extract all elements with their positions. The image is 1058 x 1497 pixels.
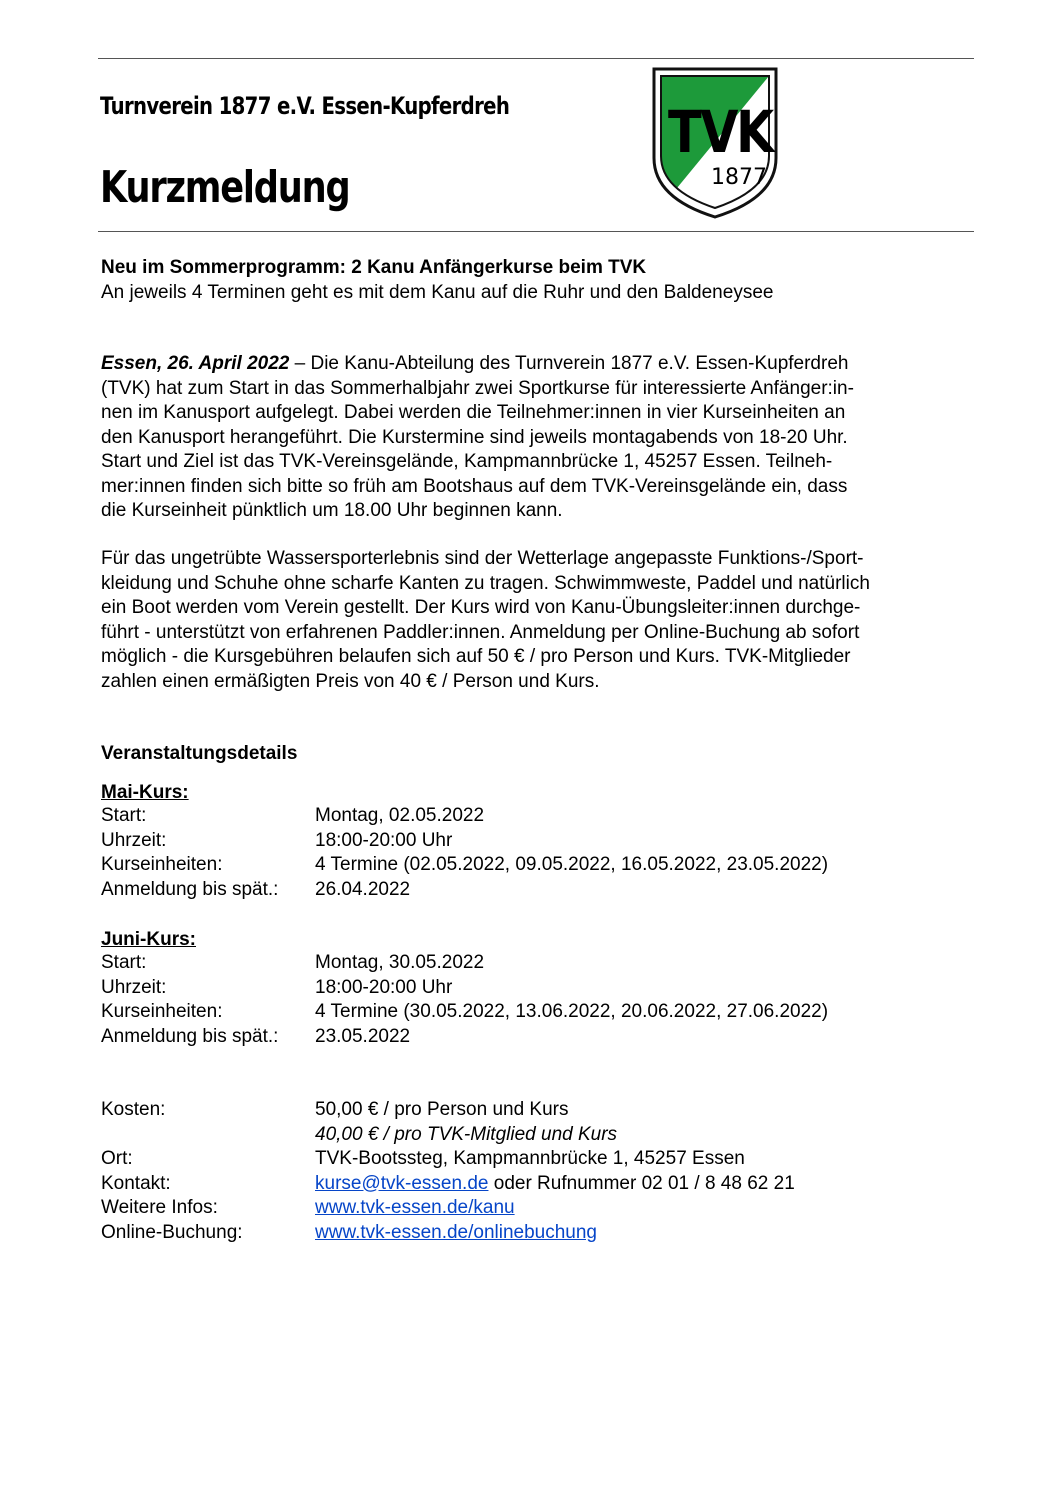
row-value: 4 Termine (02.05.2022, 09.05.2022, 16.05.2022, 23.05.2022) [315,854,829,875]
body-line: nen im Kanusport aufgelegt. Dabei werden die Teilnehmer:innen in vier Kurseinheiten an [101,402,846,423]
row-label: Online-Buchung: [101,1221,243,1243]
row-label: Kontakt: [101,1172,171,1194]
body-paragraph-2 [101,547,870,694]
tvk-crest-logo [651,66,779,220]
online-booking-link[interactable]: www.tvk-essen.de/onlinebuchung [315,1221,598,1243]
section-title-details: Veranstaltungsdetails [101,743,298,764]
crest-year: 1877 [711,165,767,190]
row-label: Start: [101,805,147,826]
more-info-link[interactable]: www.tvk-essen.de/kanu [315,1197,515,1218]
body-line-text: – Die Kanu-Abteilung des Turnverein 1877 e.V. Essen-Kupferdreh [289,353,849,374]
row-label: Kurseinheiten: [101,854,223,875]
row-value: 50,00 € / pro Person und Kurs [315,1099,569,1120]
row-value: TVK-Bootssteg, Kampmannbrücke 1, 45257 Essen [315,1148,745,1169]
body-line [101,352,854,377]
row-label: Uhrzeit: [101,829,167,851]
body-line: den Kanusport herangeführt. Die Kurstermine sind jeweils montagabends von 18-20 Uhr. [101,426,848,448]
row-value [315,1172,795,1197]
row-label: Anmeldung bis spät.: [101,1025,279,1047]
contact-email-link[interactable]: kurse@tvk-essen.de [315,1172,489,1194]
body-line: die Kurseinheit pünktlich um 18.00 Uhr beginnen kann. [101,500,563,521]
body-line: mer:innen finden sich bitte so früh am Bootshaus auf dem TVK-Vereinsgelände ein, dass [101,475,848,497]
row-value: 4 Termine (30.05.2022, 13.06.2022, 20.06.2022, 27.06.2022) [315,1001,829,1022]
organization-name: Turnverein 1877 e.V. Essen-Kupferdreh [100,92,510,120]
row-value [315,1221,597,1246]
crest-letter-t: T [668,98,702,167]
course-title-juni: Juni-Kurs: [101,929,196,950]
row-value: Montag, 30.05.2022 [315,952,485,973]
document-title: Kurzmeldung [100,162,350,213]
row-label: Kosten: [101,1099,166,1120]
row-value [315,1196,515,1221]
subline: An jeweils 4 Terminen geht es mit dem Kanu auf die Ruhr und den Baldeneysee [101,281,774,303]
row-value: 26.04.2022 [315,878,411,900]
body-paragraph-1 [101,352,854,524]
row-label: Kurseinheiten: [101,1001,223,1022]
body-line: Start und Ziel ist das TVK-Vereinsgelände, Kampmannbrücke 1, 45257 Essen. Teilneh- [101,451,833,472]
contact-phone-text: oder Rufnummer 02 01 / 8 48 62 21 [488,1172,795,1194]
row-value: 18:00-20:00 Uhr [315,976,453,998]
body-line: (TVK) hat zum Start in das Sommerhalbjahr zwei Sportkurse für interessierte Anfänger:in- [101,377,854,399]
crest-letters [668,98,776,166]
row-label: Ort: [101,1148,133,1169]
row-label: Weitere Infos: [101,1197,218,1218]
body-line: zahlen einen ermäßigten Preis von 40 € / Person und Kurs. [101,670,600,692]
row-label: Anmeldung bis spät.: [101,878,279,900]
header-top-rule [98,58,974,59]
body-line: führt - unterstützt von erfahrenen Paddler:innen. Anmeldung per Online-Buchung ab sofort [101,621,860,643]
crest-letter-k: K [736,98,775,167]
course-title-mai: Mai-Kurs: [101,782,189,803]
row-label: Start: [101,952,147,973]
body-line: kleidung und Schuhe ohne scharfe Kanten zu tragen. Schwimmweste, Paddel und natürlich [101,572,870,594]
row-label: Uhrzeit: [101,976,167,998]
body-line: Für das ungetrübte Wassersporterlebnis sind der Wetterlage angepasste Funktions-/Sport- [101,548,864,569]
row-value: 18:00-20:00 Uhr [315,829,453,851]
row-value: Montag, 02.05.2022 [315,805,485,826]
row-value: 23.05.2022 [315,1025,411,1047]
dateline: Essen, 26. April 2022 [101,353,290,374]
body-line: ein Boot werden vom Verein gestellt. Der Kurs wird von Kanu-Übungsleiter:innen durchge- [101,597,861,618]
headline: Neu im Sommerprogramm: 2 Kanu Anfängerkurse beim TVK [101,257,647,278]
body-line: möglich - die Kursgebühren belaufen sich auf 50 € / pro Person und Kurs. TVK-Mitglieder [101,646,851,667]
crest-letter-v: V [700,98,739,167]
header-bottom-rule [98,231,974,232]
row-value: 40,00 € / pro TVK-Mitglied und Kurs [315,1123,618,1145]
